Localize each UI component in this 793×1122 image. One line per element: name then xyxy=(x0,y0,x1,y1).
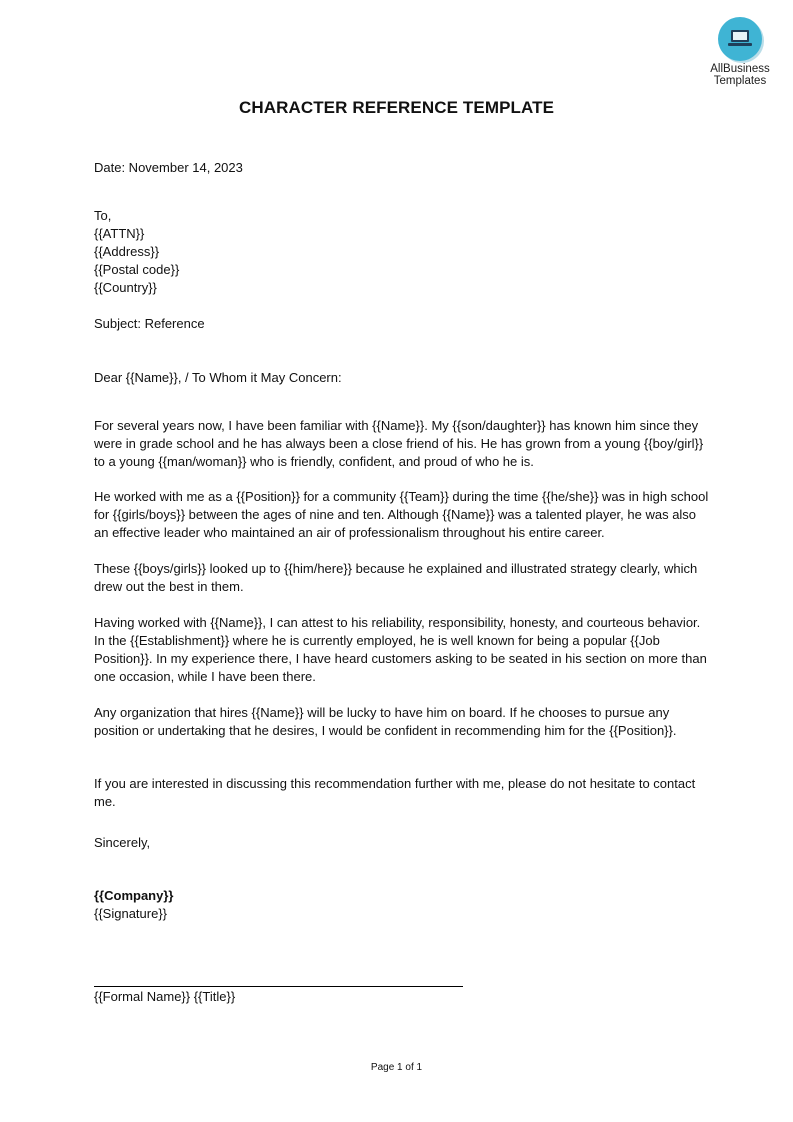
address-line: {{ATTN}} xyxy=(94,226,145,241)
page-number: Page 1 of 1 xyxy=(370,1062,423,1073)
salutation: Dear {{Name}}, / To Whom it May Concern: xyxy=(94,370,342,385)
paragraph: He worked with me as a {{Position}} for a community {{Team}} during the time {{he/she}} was in high school for {{girls/boys}} between the ages of nine and ten. Although {{Name}} was a talented player, he was also an effective leader who maintained an air of professionalism throughout his entire career. xyxy=(94,489,709,540)
logo xyxy=(703,17,777,87)
closing: Sincerely, xyxy=(94,835,151,850)
address-line: To, xyxy=(94,208,112,223)
paragraph: Any organization that hires {{Name}} will be lucky to have him on board. If he chooses to pursue any position or undertaking that he desires, I would be confident in recommending him for the {{Position}}. xyxy=(94,705,677,738)
address-line: {{Postal code}} xyxy=(94,262,180,277)
recipient-address xyxy=(94,207,714,297)
logo-text xyxy=(703,63,777,87)
paragraph: These {{boys/girls}} looked up to {{him/here}} because he explained and illustrated strategy clearly, which drew out the best in them. xyxy=(94,561,698,594)
company-name: {{Company}} xyxy=(94,888,174,903)
date-line: Date: November 14, 2023 xyxy=(94,160,243,175)
paragraph: If you are interested in discussing this recommendation further with me, please do not hesitate to contact me. xyxy=(94,776,696,809)
paragraph: Having worked with {{Name}}, I can attest to his reliability, responsibility, honesty, and courteous behavior. In the {{Establishment}} where he is currently employed, he is well known for being a popular {{Job Position}}. In my experience there, I have heard customers asking to be seated in his section on more than one occasion, while I have been there. xyxy=(94,615,707,684)
laptop-icon xyxy=(718,17,762,61)
signature: {{Signature}} xyxy=(94,906,168,921)
document-title: CHARACTER REFERENCE TEMPLATE xyxy=(238,98,555,117)
logo-line-1: AllBusiness xyxy=(710,63,770,75)
address-line: {{Country}} xyxy=(94,280,157,295)
logo-line-2: Templates xyxy=(713,75,767,87)
subject-line: Subject: Reference xyxy=(94,316,205,331)
paragraph: For several years now, I have been familiar with {{Name}}. My {{son/daughter}} has known him since they were in grade school and he has always been a close friend of his. He has grown from a young {{boy/girl}} to a young {{man/woman}} who is friendly, confident, and proud of who he is. xyxy=(94,418,704,469)
signature-line xyxy=(94,986,463,987)
formal-name-title: {{Formal Name}} {{Title}} xyxy=(94,989,236,1004)
address-line: {{Address}} xyxy=(94,244,160,259)
